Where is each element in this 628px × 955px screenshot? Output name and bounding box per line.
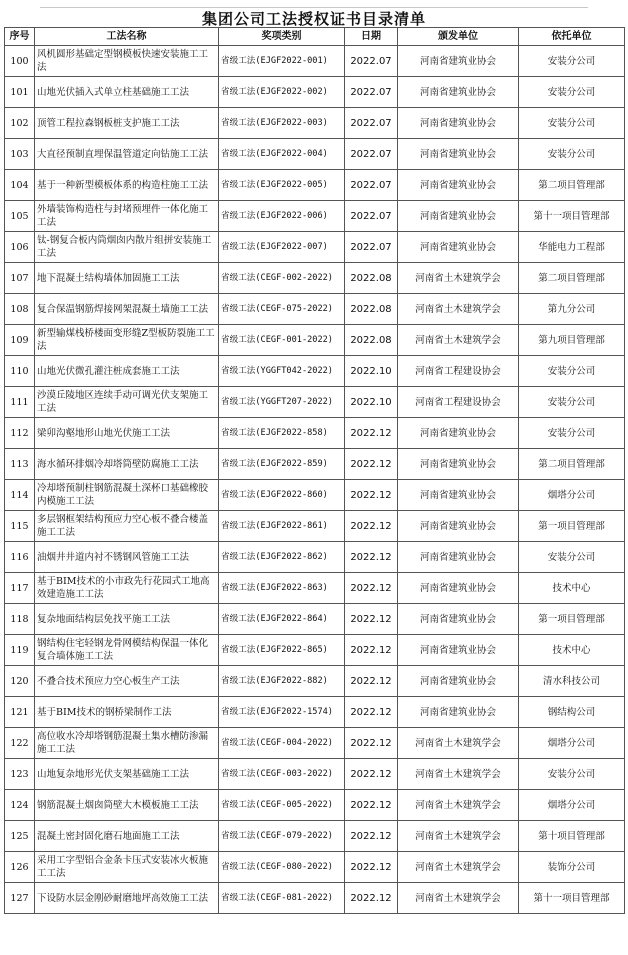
award-category-cell: 省级工法(EJGF2022-005) [219,170,345,201]
issuer-cell: 河南省建筑业协会 [398,480,519,511]
table-row [5,883,625,914]
table-row [5,449,625,480]
issuer-cell: 河南省建筑业协会 [398,46,519,77]
date-cell: 2022.12 [345,697,398,728]
award-category-cell: 省级工法(EJGF2022-863) [219,573,345,604]
date-cell: 2022.12 [345,635,398,666]
award-category-cell: 省级工法(CEGF-075-2022) [219,294,345,325]
method-name-cell: 山地光伏插入式单立柱基础施工工法 [35,77,219,108]
date-cell: 2022.08 [345,263,398,294]
issuer-cell: 河南省工程建设协会 [398,387,519,418]
issuer-cell: 河南省建筑业协会 [398,573,519,604]
date-cell: 2022.12 [345,759,398,790]
row-index-cell: 126 [5,852,35,883]
award-category-cell: 省级工法(CEGF-004-2022) [219,728,345,759]
row-index-cell: 111 [5,387,35,418]
unit-cell: 第九分公司 [519,294,625,325]
award-category-cell: 省级工法(CEGF-079-2022) [219,821,345,852]
method-name-cell: 山地复杂地形光伏支架基础施工工法 [35,759,219,790]
method-name-cell: 下设防水层金刚砂耐磨地坪高效施工工法 [35,883,219,914]
date-cell: 2022.10 [345,387,398,418]
header-method-name: 工法名称 [35,28,219,46]
date-cell: 2022.08 [345,325,398,356]
method-name-cell: 不叠合技术预应力空心板生产工法 [35,666,219,697]
date-cell: 2022.07 [345,232,398,263]
award-category-cell: 省级工法(YGGFT042-2022) [219,356,345,387]
date-cell: 2022.08 [345,294,398,325]
method-name-cell: 地下混凝土结构墙体加固施工工法 [35,263,219,294]
method-name-cell: 沙漠丘陵地区连续手动可调光伏支架施工工法 [35,387,219,418]
method-name-cell: 油烟井井道内衬不锈钢风管施工工法 [35,542,219,573]
table-row [5,418,625,449]
table-row [5,77,625,108]
method-name-cell: 基于BIM技术的小市政先行花园式工地高效建造施工工法 [35,573,219,604]
row-index-cell: 102 [5,108,35,139]
table-row [5,573,625,604]
table-row [5,108,625,139]
method-name-cell: 钢筋混凝土烟囱筒壁大木模板施工工法 [35,790,219,821]
page-title: 集团公司工法授权证书目录清单 [201,10,426,28]
issuer-cell: 河南省建筑业协会 [398,449,519,480]
unit-cell: 安装分公司 [519,46,625,77]
method-name-cell: 钛-钢复合板内筒烟囱内散片组拼安装施工工法 [35,232,219,263]
issuer-cell: 河南省建筑业协会 [398,542,519,573]
method-name-cell: 大直径预制直埋保温管道定向钻施工工法 [35,139,219,170]
table-row [5,852,625,883]
unit-cell: 烟塔分公司 [519,728,625,759]
row-index-cell: 108 [5,294,35,325]
unit-cell: 安装分公司 [519,387,625,418]
unit-cell: 安装分公司 [519,542,625,573]
issuer-cell: 河南省建筑业协会 [398,139,519,170]
row-index-cell: 122 [5,728,35,759]
date-cell: 2022.07 [345,170,398,201]
issuer-cell: 河南省土木建筑学会 [398,821,519,852]
table-row [5,604,625,635]
unit-cell: 技术中心 [519,635,625,666]
unit-cell: 装饰分公司 [519,852,625,883]
unit-cell: 安装分公司 [519,356,625,387]
issuer-cell: 河南省建筑业协会 [398,604,519,635]
issuer-cell: 河南省建筑业协会 [398,77,519,108]
table-row [5,821,625,852]
date-cell: 2022.12 [345,449,398,480]
award-category-cell: 省级工法(EJGF2022-862) [219,542,345,573]
issuer-cell: 河南省建筑业协会 [398,201,519,232]
method-name-cell: 梁卯沟壑地形山地光伏施工工法 [35,418,219,449]
unit-cell: 烟塔分公司 [519,480,625,511]
method-name-cell: 外墙装饰构造柱与封堵预埋件一体化施工工法 [35,201,219,232]
award-category-cell: 省级工法(EJGF2022-882) [219,666,345,697]
award-category-cell: 省级工法(CEGF-002-2022) [219,263,345,294]
unit-cell: 安装分公司 [519,108,625,139]
date-cell: 2022.12 [345,790,398,821]
unit-cell: 第十一项目管理部 [519,883,625,914]
table-row [5,511,625,542]
date-cell: 2022.12 [345,883,398,914]
date-cell: 2022.12 [345,480,398,511]
header-date: 日期 [345,28,398,46]
issuer-cell: 河南省土木建筑学会 [398,883,519,914]
method-name-cell: 复合保温钢筋焊接网架混凝土墙施工工法 [35,294,219,325]
method-name-cell: 基于BIM技术的钢桥梁制作工法 [35,697,219,728]
date-cell: 2022.07 [345,77,398,108]
top-divider [40,7,588,8]
row-index-cell: 101 [5,77,35,108]
unit-cell: 钢结构公司 [519,697,625,728]
award-category-cell: 省级工法(EJGF2022-006) [219,201,345,232]
header-issuer: 颁发单位 [398,28,519,46]
date-cell: 2022.12 [345,666,398,697]
table-body [5,46,625,914]
award-category-cell: 省级工法(EJGF2022-1574) [219,697,345,728]
award-category-cell: 省级工法(EJGF2022-004) [219,139,345,170]
method-name-cell: 复杂地面结构层免找平施工工法 [35,604,219,635]
award-category-cell: 省级工法(CEGF-003-2022) [219,759,345,790]
table-row [5,759,625,790]
date-cell: 2022.07 [345,139,398,170]
award-category-cell: 省级工法(YGGFT207-2022) [219,387,345,418]
table-header-row [5,28,625,46]
date-cell: 2022.07 [345,46,398,77]
issuer-cell: 河南省建筑业协会 [398,666,519,697]
table-row [5,542,625,573]
award-category-cell: 省级工法(EJGF2022-003) [219,108,345,139]
issuer-cell: 河南省土木建筑学会 [398,263,519,294]
unit-cell: 第二项目管理部 [519,263,625,294]
unit-cell: 清水科技公司 [519,666,625,697]
award-category-cell: 省级工法(EJGF2022-858) [219,418,345,449]
header-award-category: 奖项类别 [219,28,345,46]
unit-cell: 安装分公司 [519,418,625,449]
date-cell: 2022.12 [345,511,398,542]
method-name-cell: 混凝土密封固化磨石地面施工工法 [35,821,219,852]
date-cell: 2022.07 [345,201,398,232]
method-name-cell: 海水循环排烟冷却塔筒壁防腐施工工法 [35,449,219,480]
unit-cell: 第二项目管理部 [519,170,625,201]
unit-cell: 安装分公司 [519,139,625,170]
award-category-cell: 省级工法(EJGF2022-002) [219,77,345,108]
award-category-cell: 省级工法(CEGF-081-2022) [219,883,345,914]
method-name-cell: 新型输煤栈桥楼面变形缝Z型板防裂施工工法 [35,325,219,356]
issuer-cell: 河南省工程建设协会 [398,356,519,387]
issuer-cell: 河南省土木建筑学会 [398,852,519,883]
table-row [5,170,625,201]
table-row [5,635,625,666]
table-row [5,480,625,511]
award-category-cell: 省级工法(EJGF2022-001) [219,46,345,77]
unit-cell: 第十一项目管理部 [519,201,625,232]
issuer-cell: 河南省建筑业协会 [398,170,519,201]
date-cell: 2022.12 [345,604,398,635]
row-index-cell: 127 [5,883,35,914]
method-name-cell: 多层钢框架结构预应力空心板不叠合楼盖施工工法 [35,511,219,542]
row-index-cell: 105 [5,201,35,232]
unit-cell: 第九项目管理部 [519,325,625,356]
table-row [5,387,625,418]
award-category-cell: 省级工法(EJGF2022-860) [219,480,345,511]
method-name-cell: 钢结构住宅轻钢龙骨网模结构保温一体化复合墙体施工工法 [35,635,219,666]
certificate-table [4,27,625,914]
row-index-cell: 110 [5,356,35,387]
issuer-cell: 河南省土木建筑学会 [398,759,519,790]
table-row [5,790,625,821]
row-index-cell: 109 [5,325,35,356]
method-name-cell: 山地光伏微孔灌注桩成套施工工法 [35,356,219,387]
date-cell: 2022.12 [345,573,398,604]
date-cell: 2022.07 [345,108,398,139]
award-category-cell: 省级工法(CEGF-005-2022) [219,790,345,821]
table-row [5,697,625,728]
header-unit: 依托单位 [519,28,625,46]
table-row [5,728,625,759]
row-index-cell: 123 [5,759,35,790]
method-name-cell: 冷却塔预制柱钢筋混凝土深杯口基础橡胶内模施工工法 [35,480,219,511]
row-index-cell: 120 [5,666,35,697]
issuer-cell: 河南省土木建筑学会 [398,728,519,759]
row-index-cell: 113 [5,449,35,480]
method-name-cell: 风机圆形基础定型钢模板快速安装施工工法 [35,46,219,77]
issuer-cell: 河南省土木建筑学会 [398,294,519,325]
unit-cell: 第二项目管理部 [519,449,625,480]
row-index-cell: 115 [5,511,35,542]
award-category-cell: 省级工法(EJGF2022-861) [219,511,345,542]
table-row [5,294,625,325]
table-row [5,325,625,356]
table-row [5,263,625,294]
award-category-cell: 省级工法(EJGF2022-864) [219,604,345,635]
table-row [5,46,625,77]
unit-cell: 华能电力工程部 [519,232,625,263]
issuer-cell: 河南省土木建筑学会 [398,790,519,821]
row-index-cell: 118 [5,604,35,635]
header-index: 序号 [5,28,35,46]
row-index-cell: 107 [5,263,35,294]
unit-cell: 第一项目管理部 [519,604,625,635]
row-index-cell: 103 [5,139,35,170]
row-index-cell: 117 [5,573,35,604]
row-index-cell: 125 [5,821,35,852]
date-cell: 2022.12 [345,852,398,883]
row-index-cell: 119 [5,635,35,666]
unit-cell: 第十项目管理部 [519,821,625,852]
award-category-cell: 省级工法(EJGF2022-007) [219,232,345,263]
issuer-cell: 河南省建筑业协会 [398,511,519,542]
date-cell: 2022.12 [345,728,398,759]
award-category-cell: 省级工法(CEGF-001-2022) [219,325,345,356]
table-row [5,356,625,387]
table-row [5,232,625,263]
issuer-cell: 河南省建筑业协会 [398,418,519,449]
date-cell: 2022.12 [345,418,398,449]
award-category-cell: 省级工法(CEGF-080-2022) [219,852,345,883]
issuer-cell: 河南省建筑业协会 [398,108,519,139]
row-index-cell: 121 [5,697,35,728]
issuer-cell: 河南省建筑业协会 [398,232,519,263]
row-index-cell: 124 [5,790,35,821]
unit-cell: 安装分公司 [519,77,625,108]
row-index-cell: 100 [5,46,35,77]
award-category-cell: 省级工法(EJGF2022-865) [219,635,345,666]
unit-cell: 第一项目管理部 [519,511,625,542]
method-name-cell: 高位收水冷却塔钢筋混凝土集水槽防渗漏施工工法 [35,728,219,759]
row-index-cell: 116 [5,542,35,573]
row-index-cell: 106 [5,232,35,263]
table-row [5,201,625,232]
unit-cell: 安装分公司 [519,759,625,790]
date-cell: 2022.10 [345,356,398,387]
issuer-cell: 河南省建筑业协会 [398,635,519,666]
table-row [5,139,625,170]
date-cell: 2022.12 [345,821,398,852]
issuer-cell: 河南省建筑业协会 [398,697,519,728]
award-category-cell: 省级工法(EJGF2022-859) [219,449,345,480]
row-index-cell: 112 [5,418,35,449]
table-row [5,666,625,697]
unit-cell: 技术中心 [519,573,625,604]
unit-cell: 烟塔分公司 [519,790,625,821]
method-name-cell: 顶管工程拉森钢板桩支护施工工法 [35,108,219,139]
method-name-cell: 采用工字型铝合金条卡压式安装冰火板施工工法 [35,852,219,883]
method-name-cell: 基于一种新型模板体系的构造柱施工工法 [35,170,219,201]
issuer-cell: 河南省土木建筑学会 [398,325,519,356]
date-cell: 2022.12 [345,542,398,573]
row-index-cell: 114 [5,480,35,511]
row-index-cell: 104 [5,170,35,201]
